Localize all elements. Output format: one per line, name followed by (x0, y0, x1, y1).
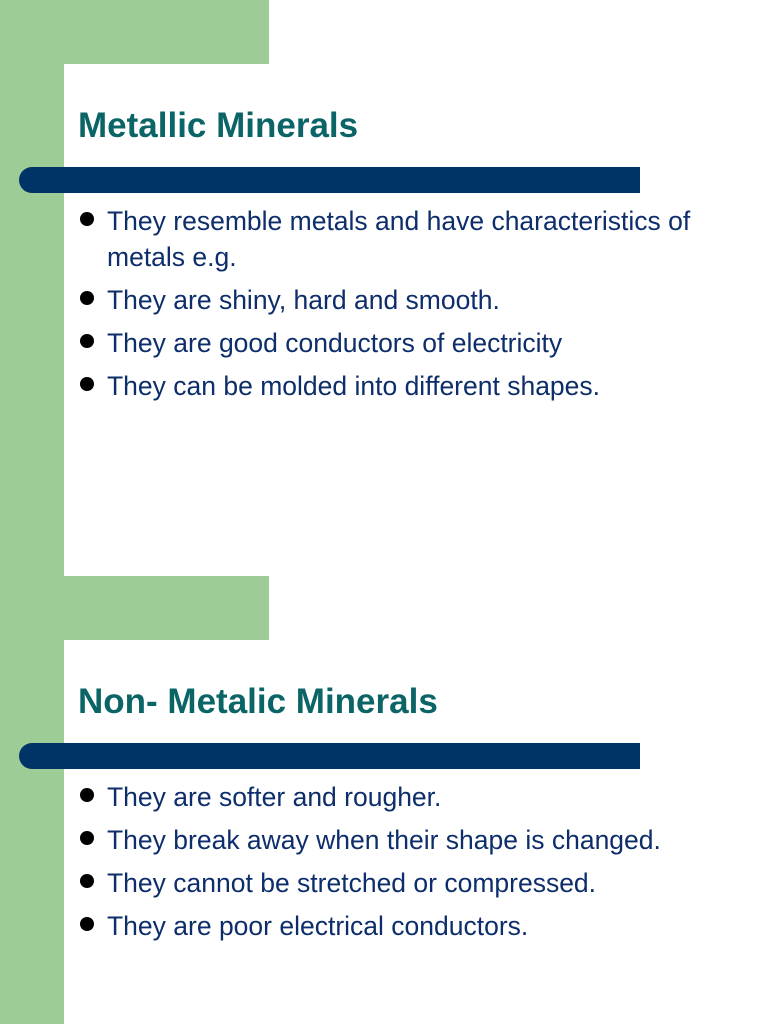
green-top-block (0, 0, 269, 64)
slide-title: Metallic Minerals (78, 106, 359, 145)
bullet-list (78, 779, 738, 951)
slide-title: Non- Metalic Minerals (78, 682, 438, 721)
bullet-item (78, 822, 738, 858)
slide-non-metallic-minerals (0, 576, 768, 1024)
bullet-dot-icon (80, 788, 94, 802)
bullet-item (78, 203, 738, 275)
bullet-dot-icon (80, 831, 94, 845)
bullet-item (78, 908, 738, 944)
green-side-strip (0, 576, 64, 1024)
green-side-strip (0, 0, 64, 576)
bullet-dot-icon (80, 874, 94, 888)
bullet-item (78, 368, 738, 404)
bullet-item (78, 282, 738, 318)
bullet-text: They are softer and rougher. (107, 782, 442, 812)
bullet-list (78, 203, 738, 411)
bullet-dot-icon (80, 291, 94, 305)
bullet-item (78, 779, 738, 815)
bullet-text: They are poor electrical conductors. (107, 911, 529, 941)
bullet-text: They are shiny, hard and smooth. (107, 285, 500, 315)
bullet-dot-icon (80, 212, 94, 226)
bullet-dot-icon (80, 377, 94, 391)
bullet-text: They cannot be stretched or compressed. (107, 868, 597, 898)
bullet-dot-icon (80, 334, 94, 348)
title-underline-bar (19, 167, 640, 193)
bullet-dot-icon (80, 917, 94, 931)
bullet-text: They can be molded into different shapes. (107, 371, 601, 401)
bullet-item (78, 325, 738, 361)
bullet-text: They are good conductors of electricity (107, 328, 563, 358)
bullet-text: They resemble metals and have characteristics of metals e.g. (107, 206, 691, 272)
bullet-text: They break away when their shape is changed. (107, 825, 661, 855)
bullet-item (78, 865, 738, 901)
title-underline-bar (19, 743, 640, 769)
green-top-block (0, 576, 269, 640)
